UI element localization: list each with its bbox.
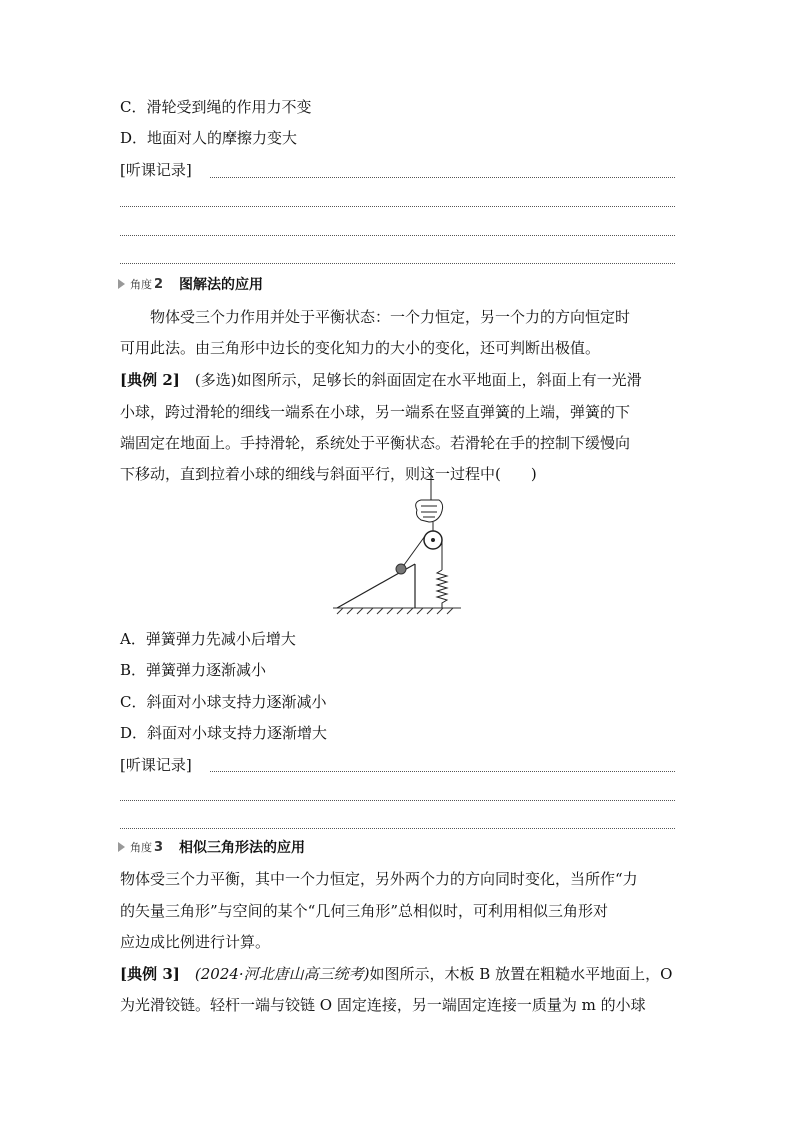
option-a: A．弹簧弹力先减小后增大 <box>120 630 296 648</box>
write-line[interactable] <box>210 177 675 178</box>
section-title: 图解法的应用 <box>179 277 264 293</box>
section-number: 3 <box>154 839 164 855</box>
section3-intro-line1: 物体受三个力平衡，其中一个力恒定，另外两个力的方向同时变化，当所作“力 <box>120 870 638 888</box>
section3-intro-line3: 应边成比例进行计算。 <box>120 933 271 951</box>
section-header-3 <box>118 836 305 858</box>
write-line[interactable] <box>120 206 675 207</box>
write-line[interactable] <box>120 235 675 236</box>
example-label: [典例 2] <box>120 371 180 389</box>
section-tag-text: 角度 <box>130 278 152 291</box>
section-header-2 <box>118 273 263 295</box>
example2-line1 <box>120 370 680 390</box>
write-line[interactable] <box>120 828 675 829</box>
example2-line4: 下移动，直到拉着小球的细线与斜面平行，则这一过程中( ) <box>120 465 537 483</box>
string-to-ball <box>404 536 425 565</box>
section-tag <box>118 839 163 855</box>
example3-source: (2024·河北唐山高三统考) <box>194 965 370 983</box>
section-title: 相似三角形法的应用 <box>179 840 306 856</box>
write-line[interactable] <box>120 263 675 264</box>
section3-intro-line2: 的矢量三角形”与空间的某个“几何三角形”总相似时，可利用相似三角形对 <box>120 902 609 920</box>
section-number: 2 <box>154 276 164 292</box>
example2-line2: 小球，跨过滑轮的细线一端系在小球，另一端系在竖直弹簧的上端，弹簧的下 <box>120 403 631 421</box>
section-tag <box>118 276 163 292</box>
listen-record-label: [听课记录] <box>120 161 192 179</box>
option-b: B．弹簧弹力逐渐减小 <box>120 661 267 679</box>
example3-line1 <box>120 964 695 984</box>
ball <box>396 564 406 574</box>
section2-intro-line1: 物体受三个力作用并处于平衡状态：一个力恒定，另一个力的方向恒定时 <box>150 308 631 326</box>
example-label: [典例 3] <box>120 965 180 983</box>
triangle-marker-icon <box>118 279 125 289</box>
example3-text: 如图所示，木板 B 放置在粗糙水平地面上，O <box>369 965 673 983</box>
write-line[interactable] <box>120 800 675 801</box>
incline-pulley-spring-figure <box>333 470 463 615</box>
triangle-marker-icon <box>118 842 125 852</box>
option-c-top: C．滑轮受到绳的作用力不变 <box>120 98 312 116</box>
example2-text: (多选)如图所示，足够长的斜面固定在水平地面上，斜面上有一光滑 <box>179 371 642 389</box>
option-c: C．斜面对小球支持力逐渐减小 <box>120 693 327 711</box>
example3-line2: 为光滑铰链。轻杆一端与铰链 O 固定连接，另一端固定连接一质量为 m 的小球 <box>120 996 646 1014</box>
option-d-top: D．地面对人的摩擦力变大 <box>120 129 298 147</box>
listen-record-label: [听课记录] <box>120 756 192 774</box>
section-tag-text: 角度 <box>130 841 152 854</box>
spring <box>437 570 447 608</box>
option-d: D．斜面对小球支持力逐渐增大 <box>120 724 328 742</box>
ground <box>333 608 461 614</box>
write-line[interactable] <box>210 771 675 772</box>
example2-line3: 端固定在地面上。手持滑轮，系统处于平衡状态。若滑轮在手的控制下缓慢向 <box>120 434 631 452</box>
section2-intro-line2: 可用此法。由三角形中边长的变化知力的大小的变化，还可判断出极值。 <box>120 339 601 357</box>
hand-icon <box>416 470 443 531</box>
